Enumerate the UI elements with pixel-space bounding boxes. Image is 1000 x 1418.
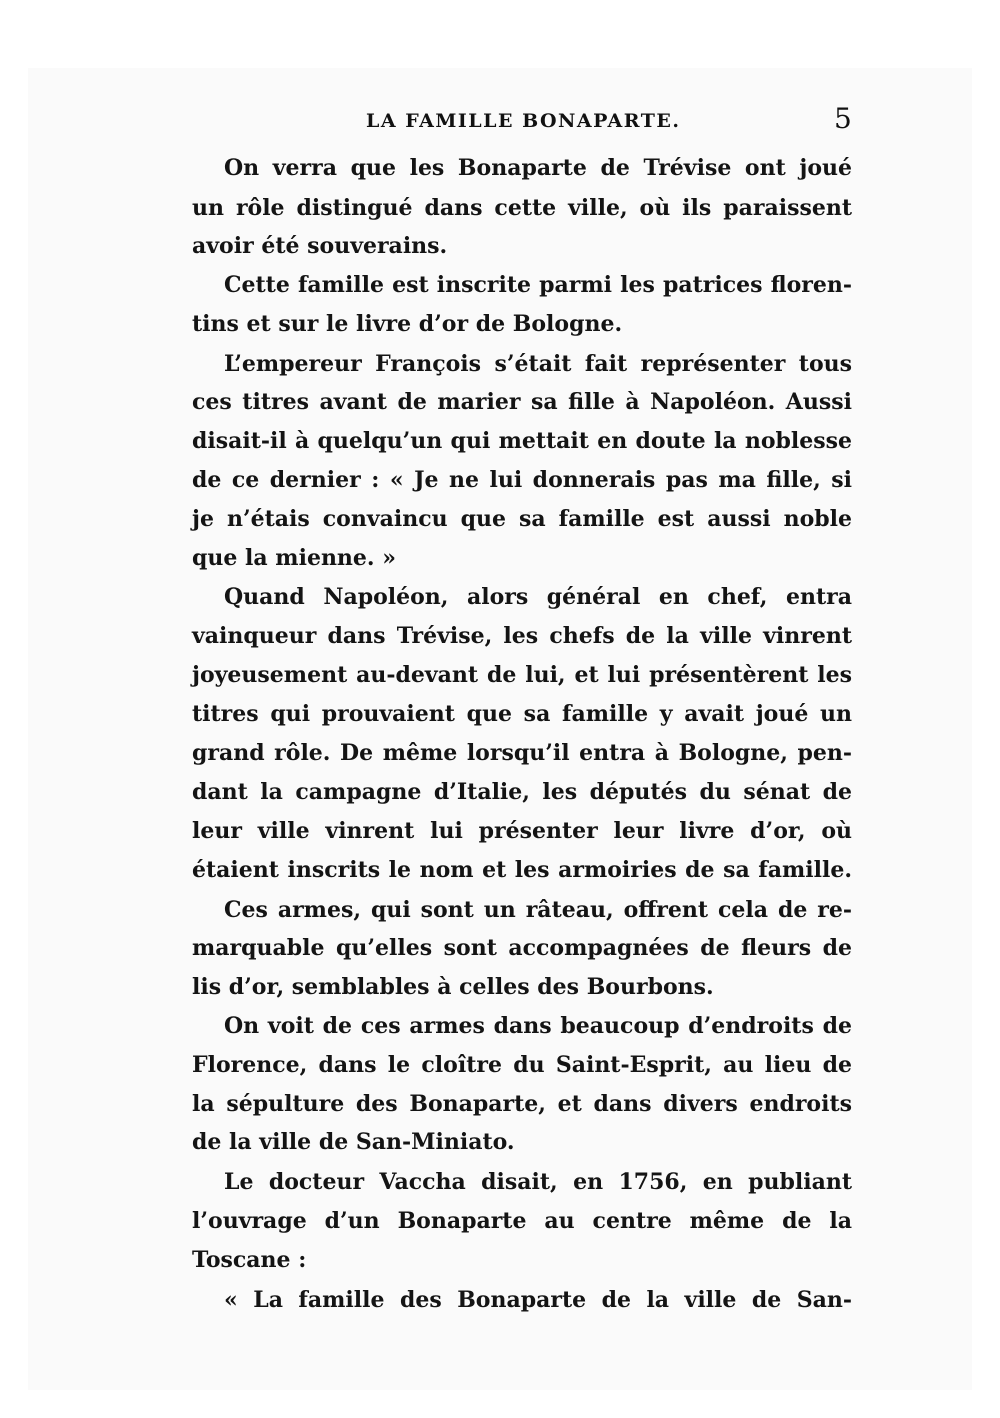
text-line: marquable qu’elles sont accompagnées de fleurs de bbox=[192, 935, 852, 961]
text-line: un rôle distingué dans cette ville, où ils paraissent bbox=[192, 195, 852, 221]
text-line: dant la campagne d’Italie, les députés du sénat de bbox=[192, 779, 852, 805]
text-line: Toscane : bbox=[192, 1247, 307, 1273]
text-line: l’ouvrage d’un Bonaparte au centre même de la bbox=[192, 1208, 852, 1234]
text-line: « La famille des Bonaparte de la ville de San- bbox=[224, 1287, 852, 1313]
text-line: Cette famille est inscrite parmi les patrices floren- bbox=[224, 272, 852, 298]
text-line: Le docteur Vaccha disait, en 1756, en publiant bbox=[224, 1169, 852, 1195]
text-line: étaient inscrits le nom et les armoiries de sa famille. bbox=[192, 857, 852, 883]
text-line: de ce dernier : « Je ne lui donnerais pas ma fille, si bbox=[192, 467, 852, 493]
text-line: Florence, dans le cloître du Saint-Esprit, au lieu de bbox=[192, 1052, 852, 1078]
text-line: lis d’or, semblables à celles des Bourbons. bbox=[192, 974, 714, 1000]
text-line: disait-il à quelqu’un qui mettait en doute la noblesse bbox=[192, 428, 852, 454]
text-line: tins et sur le livre d’or de Bologne. bbox=[192, 311, 623, 337]
text-line: L’empereur François s’était fait représenter tous bbox=[224, 351, 852, 377]
text-line: de la ville de San-Miniato. bbox=[192, 1129, 515, 1155]
text-line: la sépulture des Bonaparte, et dans divers endroits bbox=[192, 1091, 852, 1117]
text-line: joyeusement au-devant de lui, et lui présentèrent les bbox=[192, 662, 852, 688]
text-line: On voit de ces armes dans beaucoup d’endroits de bbox=[224, 1013, 852, 1039]
text-line: Quand Napoléon, alors général en chef, entra bbox=[224, 584, 852, 610]
text-line: grand rôle. De même lorsqu’il entra à Bologne, pen- bbox=[192, 740, 852, 766]
page-header bbox=[0, 102, 1000, 142]
text-line: Ces armes, qui sont un râteau, offrent cela de re- bbox=[224, 897, 852, 923]
text-line: ces titres avant de marier sa fille à Napoléon. Aussi bbox=[192, 389, 852, 415]
page-number: 5 bbox=[834, 102, 852, 135]
text-line: je n’étais convaincu que sa famille est aussi noble bbox=[192, 506, 852, 532]
text-line: que la mienne. » bbox=[192, 545, 396, 571]
text-line: vainqueur dans Trévise, les chefs de la ville vinrent bbox=[192, 623, 852, 649]
running-title: LA FAMILLE BONAPARTE. bbox=[366, 110, 681, 132]
text-line: avoir été souverains. bbox=[192, 233, 448, 259]
text-line: titres qui prouvaient que sa famille y avait joué un bbox=[192, 701, 852, 727]
text-line: On verra que les Bonaparte de Trévise ont joué bbox=[224, 155, 852, 181]
text-line: leur ville vinrent lui présenter leur livre d’or, où bbox=[192, 818, 852, 844]
